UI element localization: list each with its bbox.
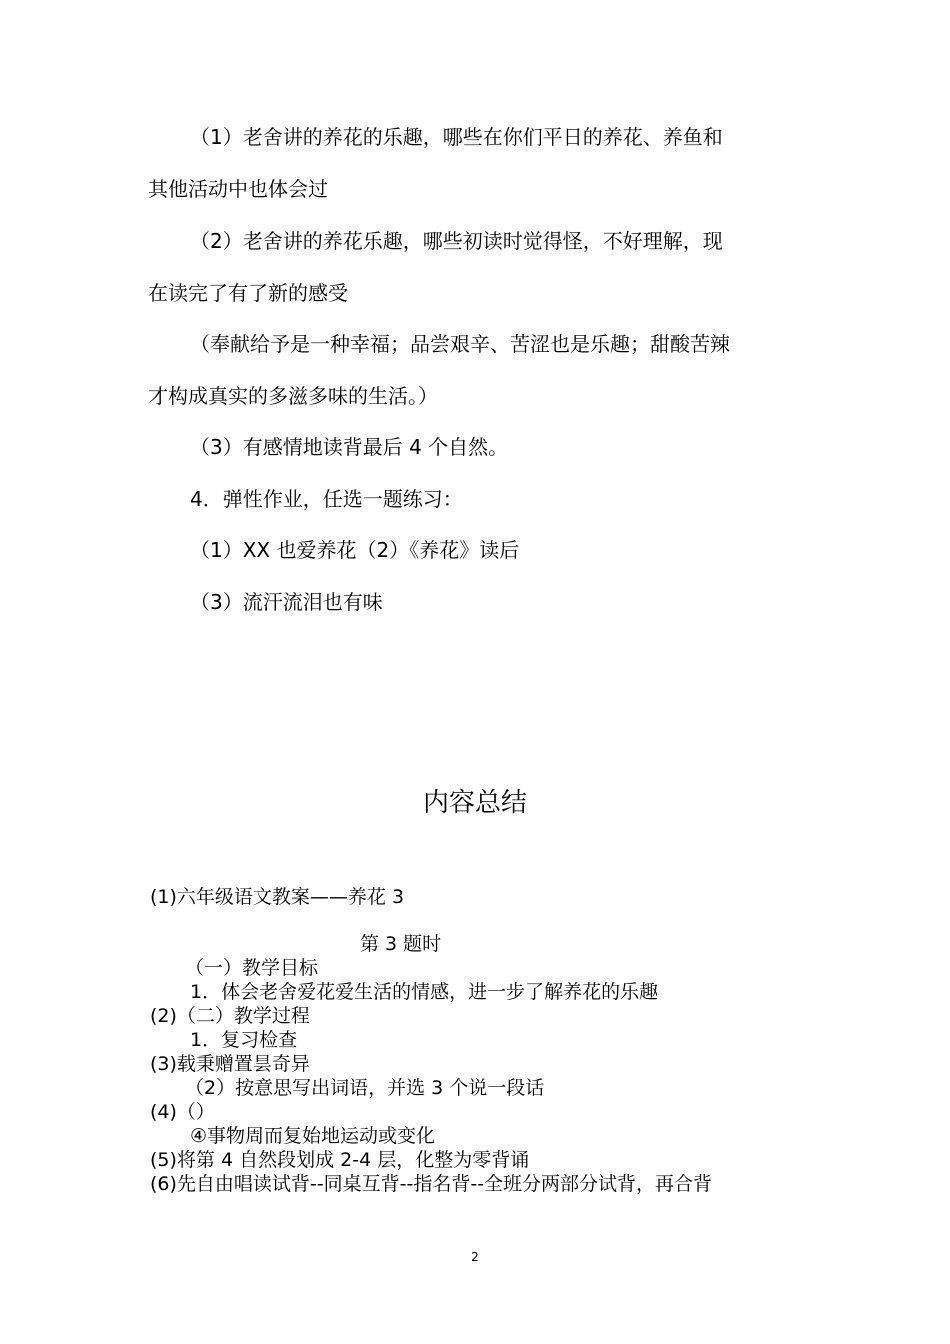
body-line: （奉献给予是一种幸福；品尝艰辛、苦涩也是乐趣；甜酸苦辣 [190,332,730,356]
summary-line: 1．复习检查 [190,1029,298,1051]
summary-line: (4)（） [150,1101,215,1123]
summary-line: (5)将第 4 自然段划成 2-4 层，化整为零背诵 [150,1149,530,1171]
body-line: 在读完了有了新的感受 [148,281,348,305]
summary-line: （2）按意思写出词语，并选 3 个说一段话 [185,1077,545,1099]
body-line: 4．弹性作业，任选一题练习： [190,487,463,511]
summary-line: ④事物周而复始地运动或变化 [190,1125,436,1147]
summary-line: 第 3 题时 [360,933,442,955]
summary-line: 1．体会老舍爱花爱生活的情感，进一步了解养花的乐趣 [190,981,659,1003]
summary-title: 内容总结 [422,788,527,818]
body-line: （3）流汗流泪也有味 [190,590,383,614]
body-line: （1）老舍讲的养花的乐趣，哪些在你们平日的养花、养鱼和 [190,125,723,149]
body-line: 才构成真实的多滋多味的生活。） [148,384,438,408]
body-line: 其他活动中也体会过 [148,177,328,201]
summary-line: (1)六年级语文教案——养花 3 [150,886,405,908]
page-number: 2 [471,1250,479,1264]
body-line: （1）XX 也爱养花（2）《养花》读后 [190,538,520,562]
summary-line: (6)先自由唱读试背--同桌互背--指名背--全班分两部分试背，再合背 [150,1173,713,1195]
body-line: （2）老舍讲的养花乐趣，哪些初读时觉得怪，不好理解，现 [190,229,723,253]
body-line: （3）有感情地读背最后 4 个自然。 [190,435,509,459]
summary-line: (3)载秉赠置昙奇异 [150,1053,310,1075]
summary-line: (2)（二）教学过程 [150,1005,310,1027]
summary-line: （一）教学目标 [185,957,319,979]
